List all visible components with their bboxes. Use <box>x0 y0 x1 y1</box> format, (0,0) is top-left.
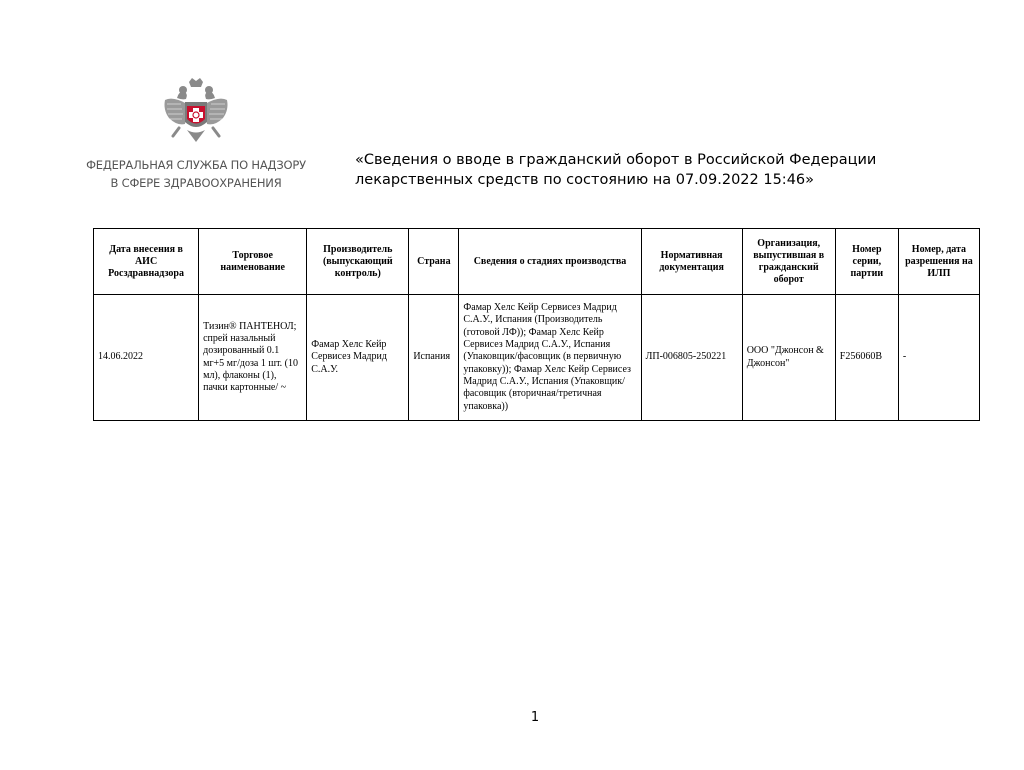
header-country: Страна <box>409 229 459 295</box>
agency-name <box>80 156 312 192</box>
table-header-row <box>94 229 980 295</box>
header-batch: Номер серии, партии <box>835 229 898 295</box>
header-date: Дата внесения в АИС Росздравнадзора <box>94 229 199 295</box>
cell-organization: ООО "Джонсон & Джонсон" <box>742 295 835 421</box>
header-norm-doc: Нормативная документация <box>641 229 742 295</box>
agency-name-line1: ФЕДЕРАЛЬНАЯ СЛУЖБА ПО НАДЗОРУ <box>86 158 306 172</box>
cell-trade-name: Тизин® ПАНТЕНОЛ; спрей назальный дозированный 0.1 мг+5 мг/доза 1 шт. (10 мл), флаконы (1), пачки картонные/ ~ <box>199 295 307 421</box>
cell-norm-doc: ЛП-006805-250221 <box>641 295 742 421</box>
page-number: 1 <box>530 710 540 725</box>
registry-table <box>93 228 980 421</box>
cell-date: 14.06.2022 <box>94 295 199 421</box>
agency-name-line2: В СФЕРЕ ЗДРАВООХРАНЕНИЯ <box>110 176 282 190</box>
document-title <box>355 150 915 190</box>
table-row <box>94 295 980 421</box>
cell-country: Испания <box>409 295 459 421</box>
cell-manufacturer: Фамар Хелс Кейр Сервисез Мадрид С.А.У. <box>307 295 409 421</box>
double-headed-eagle-emblem-icon <box>163 78 229 148</box>
header-manufacturer: Производитель (выпускающий контроль) <box>307 229 409 295</box>
header-trade-name: Торговое наименование <box>199 229 307 295</box>
cell-permit: - <box>898 295 979 421</box>
header-organization: Организация, выпустившая в гражданский оборот <box>742 229 835 295</box>
header-permit: Номер, дата разрешения на ИЛП <box>898 229 979 295</box>
cell-stages: Фамар Хелс Кейр Сервисез Мадрид С.А.У., Испания (Производитель (готовой ЛФ)); Фамар Хелс Кейр Сервисез Мадрид С.А.У., Испания (Упаковщик/фасовщик (в первичную упаковку)); Фамар Хелс Кейр Сервисез Мадрид С.А.У., Испания (Упаковщик/фасовщик (вторичная/третичная упаковка)) <box>459 295 641 421</box>
cell-batch: F256060B <box>835 295 898 421</box>
header-stages: Сведения о стадиях производства <box>459 229 641 295</box>
document-title-line1: «Сведения о вводе в гражданский оборот в Российской Федерации <box>355 152 877 168</box>
document-title-line2: лекарственных средств по состоянию на 07.09.2022 15:46» <box>355 172 815 188</box>
